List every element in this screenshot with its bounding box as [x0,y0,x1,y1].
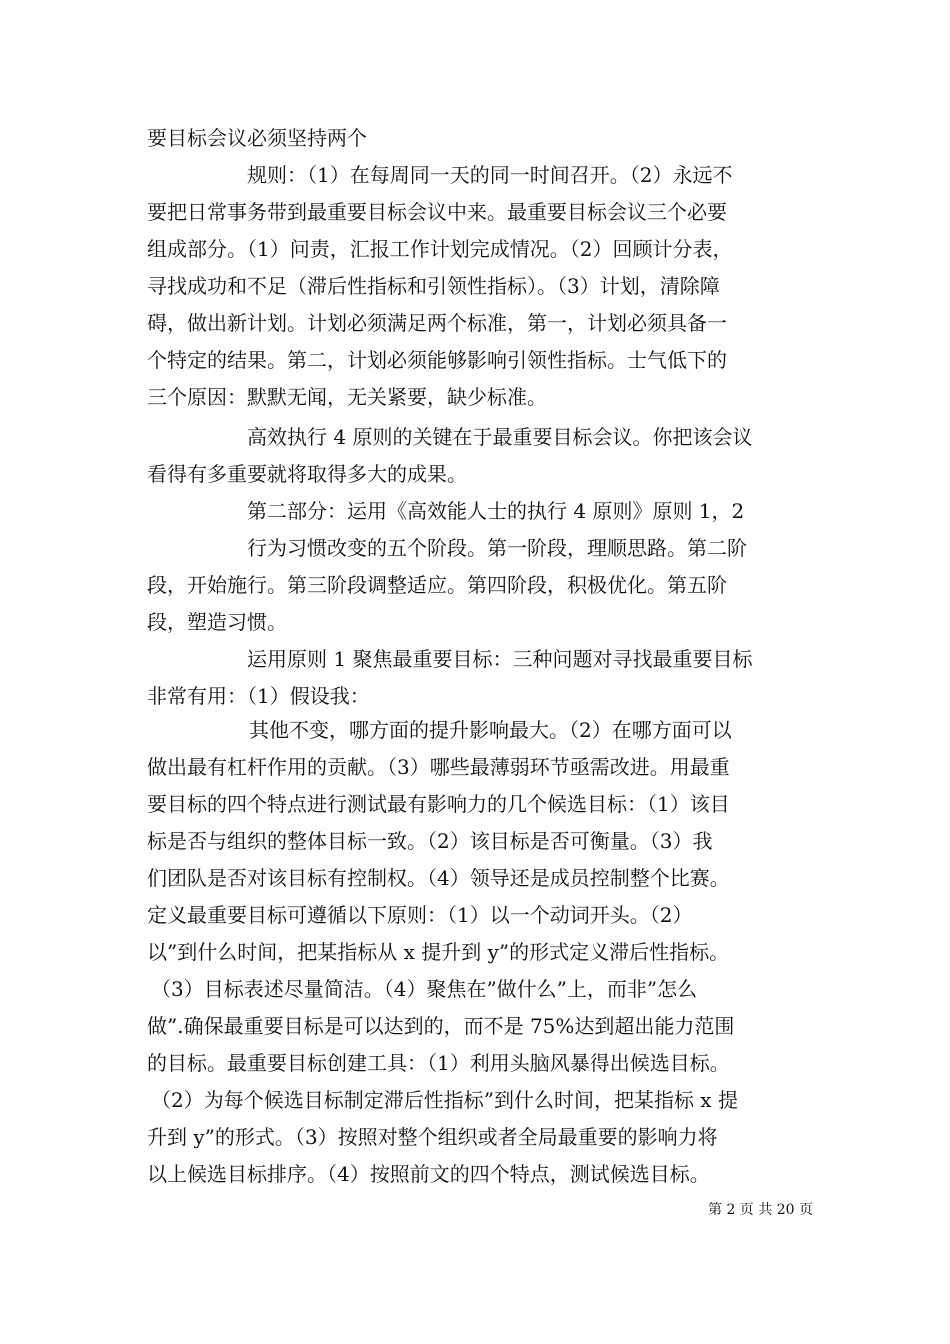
text-line: 看得有多重要就将取得多大的成果。 [147,462,467,486]
text-line: 寻找成功和不足（滞后性指标和引领性指标）。（3）计划，清除障 [147,274,720,298]
text-line: 非常有用：（1）假设我： [147,684,370,708]
text-line: 其他不变，哪方面的提升影响最大。（2）在哪方面可以 [249,718,732,742]
text-line: 们团队是否对该目标有控制权。（4）领导还是成员控制整个比赛。 [147,866,730,890]
text-line: （2）为每个候选目标制定滞后性指标”到什么时间，把某指标 x 提 [151,1088,738,1112]
text-line: 要目标的四个特点进行测试最有影响力的几个候选目标：（1）该目 [147,792,730,816]
text-line: 段，开始施行。第三阶段调整适应。第四阶段，积极优化。第五阶 [147,573,727,597]
text-line: 个特定的结果。第二，计划必须能够影响引领性指标。士气低下的 [147,348,727,372]
text-line: 规则：（1）在每周同一天的同一时间召开。（2）永远不 [247,163,733,187]
page-number-footer: 第 2 页 共 20 页 [708,1202,813,1218]
text-line: 组成部分。（1）问责，汇报工作计划完成情况。（2）回顾计分表， [147,237,733,261]
text-line: 要目标会议必须坚持两个 [147,126,367,150]
text-line: 第二部分：运用《高效能人士的执行 4 原则》原则 1，2 [247,499,745,523]
text-line: （3）目标表述尽量简洁。（4）聚焦在”做什么”上，而非”怎么 [151,977,698,1001]
text-line: 做出最有杠杆作用的贡献。（3）哪些最薄弱环节亟需改进。用最重 [147,755,730,779]
text-line: 行为习惯改变的五个阶段。第一阶段，理顺思路。第二阶 [247,536,747,560]
text-line: 定义最重要目标可遵循以下原则：（1）以一个动词开头。（2） [147,903,693,927]
text-line: 段，塑造习惯。 [147,610,287,634]
text-line: 碍，做出新计划。计划必须满足两个标准，第一，计划必须具备一 [147,311,727,335]
text-line: 高效执行 4 原则的关键在于最重要目标会议。你把该会议 [247,425,753,449]
text-line: 升到 y”的形式。（3）按照对整个组织或者全局最重要的影响力将 [147,1125,718,1149]
text-line: 标是否与组织的整体目标一致。（2）该目标是否可衡量。（3）我 [147,829,713,853]
text-line: 以上候选目标排序。（4）按照前文的四个特点，测试候选目标。 [147,1162,710,1186]
text-line: 要把日常事务带到最重要目标会议中来。最重要目标会议三个必要 [147,200,727,224]
text-line: 运用原则 1 聚焦最重要目标：三种问题对寻找最重要目标 [247,647,753,671]
text-line: 的目标。最重要目标创建工具：（1）利用头脑风暴得出候选目标。 [147,1051,730,1075]
text-line: 以”到什么时间，把某指标从 x 提升到 y”的形式定义滞后性指标。 [147,940,730,964]
text-line: 三个原因：默默无闻，无关紧要，缺少标准。 [147,385,547,409]
text-line: 做”.确保最重要目标是可以达到的，而不是 75%达到超出能力范围 [147,1014,735,1038]
